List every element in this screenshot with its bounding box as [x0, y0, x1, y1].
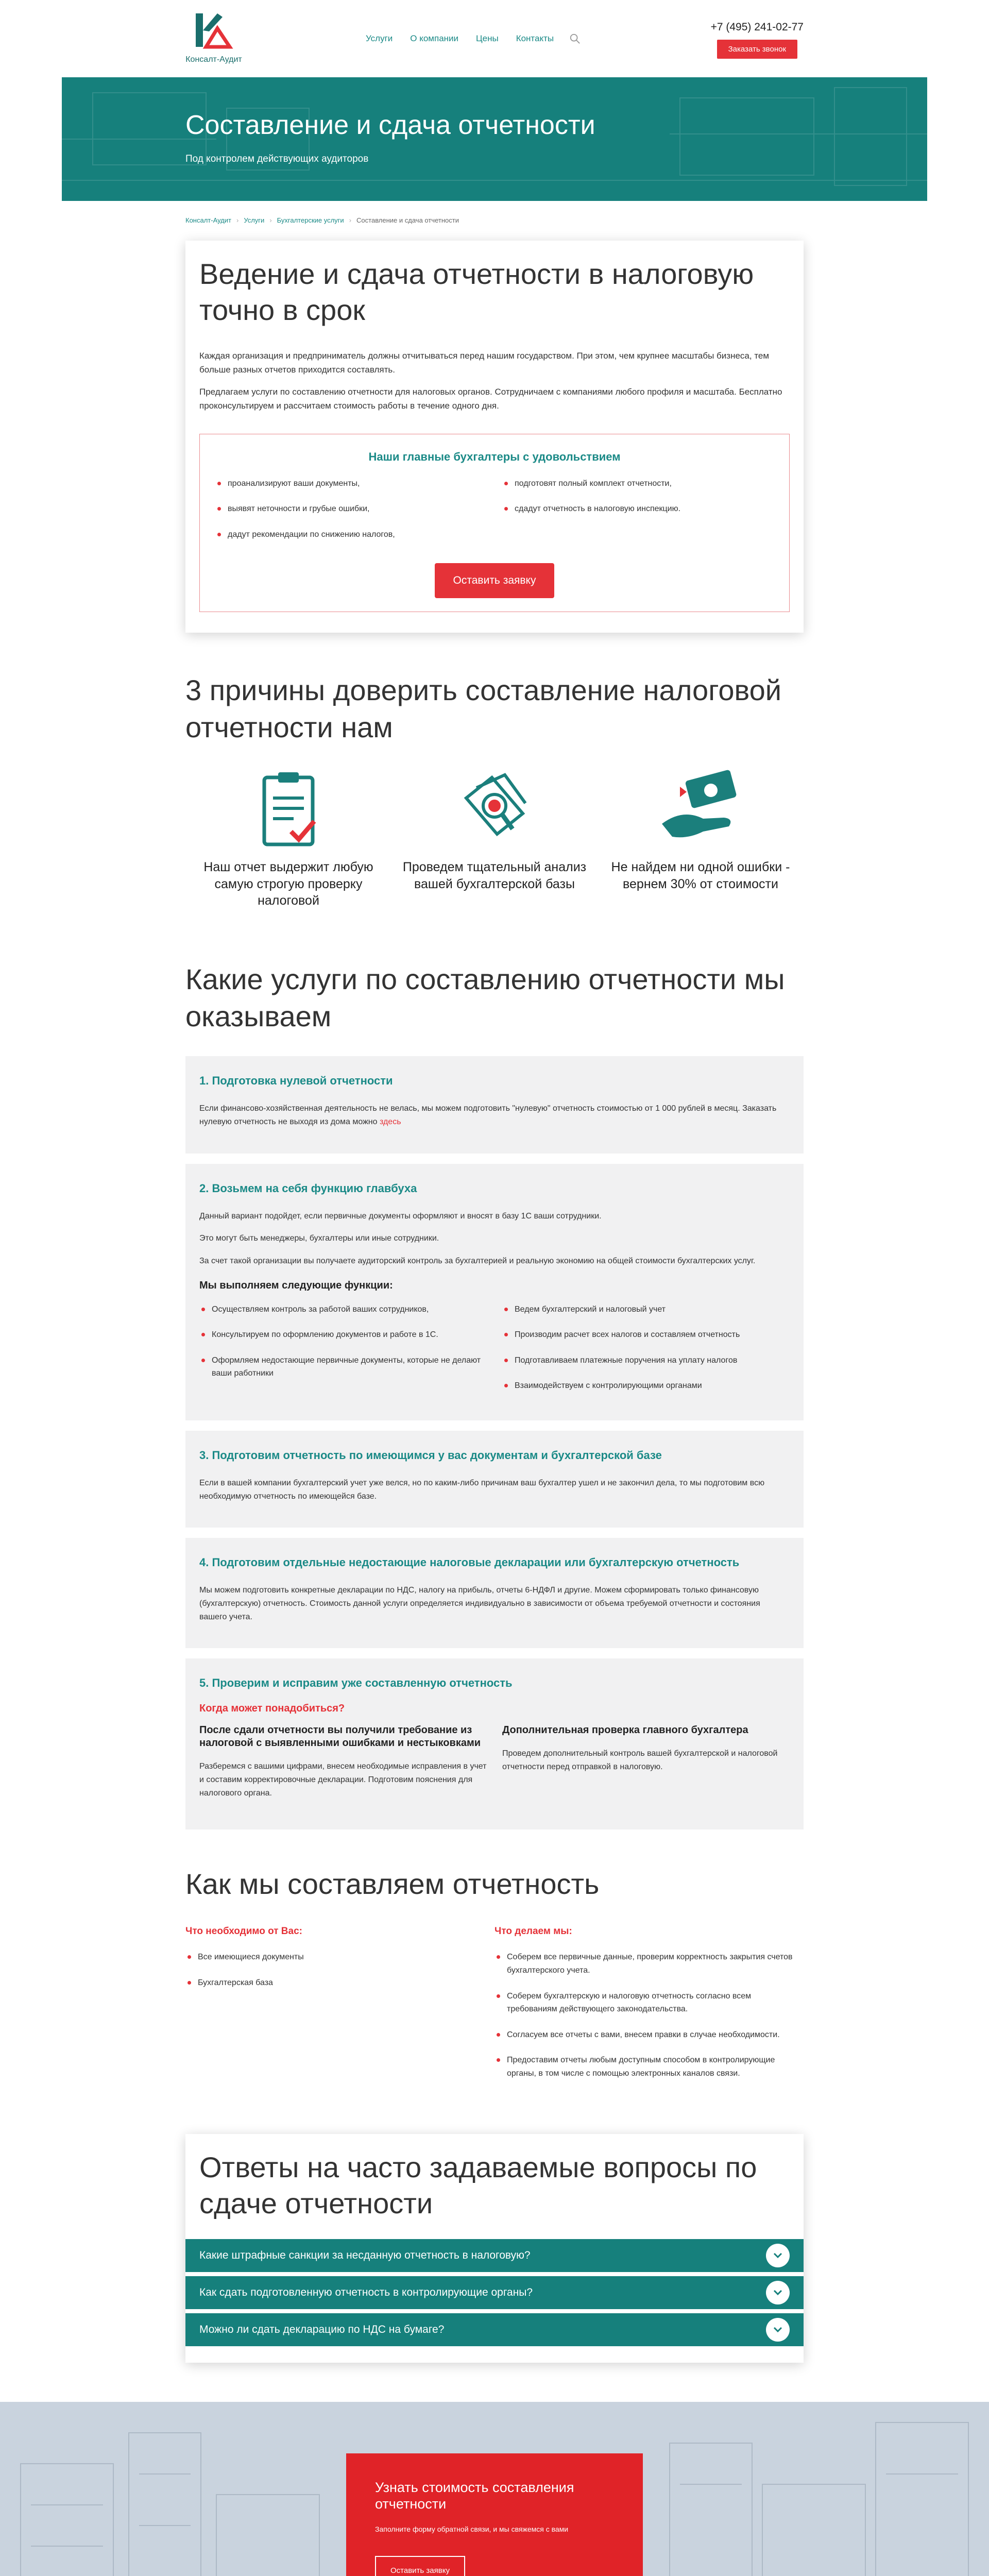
reason-item: [598, 767, 804, 909]
header-contact: [711, 19, 804, 59]
reasons-list: [185, 767, 804, 909]
breadcrumb-item[interactable]: Консалт-Аудит: [185, 216, 231, 224]
list-item: дадут рекомендации по снижению налогов,: [215, 528, 487, 541]
service-card-1: [185, 1056, 804, 1153]
services-title: Какие услуги по составлению отчетности мы оказываем: [185, 962, 785, 1033]
service-card-3: [185, 1431, 804, 1528]
intro-title: Ведение и сдача отчетности в налоговую точно в срок: [199, 257, 754, 326]
site-header: [0, 0, 989, 77]
service-card-4: [185, 1538, 804, 1648]
faq-question: Как сдать подготовленную отчетность в контролирующие органы?: [199, 2286, 533, 2298]
reason-text: Проведем тщательный анализ вашей бухгалтерской базы: [402, 860, 587, 891]
list-item: Соберем бухгалтерскую и налоговую отчетность согласно всем требованиям действующего законодательства.: [494, 1990, 804, 2016]
faq-question: Какие штрафные санкции за несданную отчетность в налоговую?: [199, 2249, 531, 2261]
case-title: Дополнительная проверка главного бухгалтера: [502, 1724, 748, 1736]
need-title: Что необходимо от Вас:: [185, 1926, 302, 1937]
reason-item: [185, 767, 391, 909]
do-title: Что делаем мы:: [494, 1926, 572, 1937]
service-text: За счет такой организации вы получаете аудиторский контроль за бухгалтерией и реальную экономию на общей стоимости бухгалтерских услуг.: [199, 1256, 756, 1265]
list-item: Осуществляем контроль за работой ваших сотрудников,: [199, 1303, 487, 1316]
service-title: 2. Возьмем на себя функцию главбуха: [199, 1181, 417, 1195]
how-columns: [185, 1924, 804, 2093]
hero-banner: [62, 77, 927, 201]
intro-paragraph: Каждая организация и предприниматель должны отчитываться перед нашим государством. При этом, чем крупнее масштабы бизнеса, тем больше разных отчетов приходится составлять.: [199, 350, 770, 375]
faq-card: [185, 2134, 804, 2363]
search-icon[interactable]: [569, 33, 581, 44]
reason-text: Не найдем ни одной ошибки - вернем 30% от стоимости: [611, 860, 790, 891]
list-item: Консультируем по оформлению документов и работе в 1С.: [199, 1328, 487, 1342]
list-item: Взаимодействуем с контролирующими органами: [502, 1379, 790, 1393]
nav-item-services[interactable]: Услуги: [366, 33, 393, 44]
list-item: Подготавливаем платежные поручения на уплату налогов: [502, 1354, 790, 1367]
service-text: Если финансово-хозяйственная деятельность не велась, мы можем подготовить "нулевую" отчетность стоимостью от 1 000 рублей в месяц. Заказать нулевую отчетность не выходя из дома можно здесь: [199, 1104, 777, 1126]
accountants-box: [199, 434, 790, 612]
list-item: Соберем все первичные данные, проверим корректность закрытия счетов бухгалтерского учета.: [494, 1951, 804, 1977]
case-text: Разберемся с вашими цифрами, внесем необходимые исправления в учет и составим корректировочные декларации. Подготовим пояснения для налогового органа.: [199, 1762, 487, 1798]
cta-box: [346, 2453, 643, 2576]
list-item: Согласуем все отчеты с вами, внесем правки в случае необходимости.: [494, 2028, 804, 2042]
how-title: Как мы составляем отчетность: [185, 1868, 600, 1901]
breadcrumb-current: Составление и сдача отчетности: [356, 216, 459, 224]
list-item: проанализируют ваши документы,: [215, 477, 487, 490]
when-needed-label: Когда может понадобиться?: [199, 1703, 345, 1715]
page-subtitle: Под контролем действующих аудиторов: [185, 154, 369, 165]
cta-request-button[interactable]: Оставить заявку: [375, 2556, 465, 2576]
magnifier-documents-icon: [456, 767, 533, 850]
service-title: 5. Проверим и исправим уже составленную отчетность: [199, 1676, 513, 1690]
cta-section: [0, 2402, 989, 2576]
faq-question: Можно ли сдать декларацию по НДС на бумаге?: [199, 2323, 445, 2335]
list-item: Предоставим отчеты любым доступным способом в контролирующие органы, в том числе с помощью электронных каналов связи.: [494, 2054, 804, 2080]
reasons-title: 3 причины доверить составление налоговой отчетности нам: [185, 673, 782, 744]
case-text: Проведем дополнительный контроль вашей бухгалтерской и налоговой отчетности перед отправкой в налоговую.: [502, 1749, 778, 1772]
list-item: Все имеющиеся документы: [185, 1951, 494, 1964]
service-card-2: [185, 1164, 804, 1420]
main-nav: [366, 31, 554, 45]
chevron-down-icon[interactable]: [766, 2318, 790, 2342]
nav-item-contacts[interactable]: Контакты: [516, 33, 554, 44]
breadcrumb: Консалт-Аудит › Услуги › Бухгалтерские услуги › Составление и сдача отчетности: [185, 215, 804, 226]
service-title: 1. Подготовка нулевой отчетности: [199, 1074, 393, 1088]
faq-list: [185, 2239, 804, 2346]
checklist-clipboard-icon: [250, 767, 327, 850]
logo[interactable]: [185, 10, 242, 67]
zero-report-link[interactable]: здесь: [379, 1117, 401, 1126]
page-title: Составление и сдача отчетности: [185, 110, 595, 140]
reason-text: Наш отчет выдержит любую самую строгую проверку налоговой: [203, 860, 373, 908]
cta-title: Узнать стоимость составления отчетности: [375, 2479, 574, 2512]
list-item: подготовят полный комплект отчетности,: [502, 477, 774, 490]
reason-item: [391, 767, 598, 909]
call-request-button[interactable]: Заказать звонок: [717, 40, 797, 59]
intro-card: [185, 241, 804, 633]
logo-text: Консалт-Аудит: [185, 55, 242, 64]
service-text: Данный вариант подойдет, если первичные документы оформляют и вносят в базу 1С ваши сотрудники.: [199, 1211, 602, 1221]
header-phone[interactable]: +7 (495) 241-02-77: [710, 21, 804, 33]
case-title: После сдали отчетности вы получили требование из налоговой с выявленными ошибками и нестыковками: [199, 1724, 481, 1749]
list-item: выявят неточности и грубые ошибки,: [215, 502, 487, 516]
service-text: Если в вашей компании бухгалтерский учет уже велся, но по каким-либо причинам ваш бухгалтер ушел и не закончил дела, то мы подготовим всю необходимую отчетность по имеющейся базе.: [199, 1479, 765, 1501]
accountants-box-title: Наши главные бухгалтеры с удовольствием: [368, 450, 621, 463]
service-card-5: [185, 1658, 804, 1829]
service-subtitle: Мы выполняем следующие функции:: [199, 1279, 393, 1291]
service-title: 3. Подготовим отчетность по имеющимся у вас документам и бухгалтерской базе: [199, 1448, 662, 1462]
cta-text: Заполните форму обратной связи, и мы свяжемся с вами: [375, 2525, 569, 2534]
faq-item[interactable]: [185, 2313, 804, 2346]
list-item: Ведем бухгалтерский и налоговый учет: [502, 1303, 790, 1316]
list-item: Производим расчет всех налогов и составляем отчетность: [502, 1328, 790, 1342]
list-item: Бухгалтерская база: [185, 1976, 494, 1990]
faq-title: Ответы на часто задаваемые вопросы по сдаче отчетности: [199, 2150, 757, 2219]
faq-item[interactable]: [185, 2239, 804, 2272]
leave-request-button[interactable]: Оставить заявку: [435, 563, 555, 598]
chevron-down-icon[interactable]: [766, 2281, 790, 2304]
breadcrumb-item[interactable]: Бухгалтерские услуги: [277, 216, 344, 224]
intro-paragraph: Предлагаем услуги по составлению отчетности для налоговых органов. Сотрудничаем с компаниями любого профиля и масштаба. Бесплатно проконсультируем и рассчитаем стоимость работы в течение одного дня.: [199, 387, 782, 411]
nav-item-about[interactable]: О компании: [410, 33, 459, 44]
faq-item[interactable]: [185, 2276, 804, 2309]
service-text: Мы можем подготовить конкретные декларации по НДС, налогу на прибыль, отчеты 6-НДФЛ и другие. Можем сформировать только финансовую (бухгалтерскую) отчетность. Стоимость данной услуги определяется индивидуально в зависимости от объема требуемой отчетности и состояния вашего учета.: [199, 1586, 760, 1621]
list-item: сдадут отчетность в налоговую инспекцию.: [502, 502, 774, 516]
service-title: 4. Подготовим отдельные недостающие налоговые декларации или бухгалтерскую отчетность: [199, 1556, 740, 1569]
service-text: Это могут быть менеджеры, бухгалтеры или иные сотрудники.: [199, 1234, 439, 1243]
money-hand-icon: [657, 767, 744, 850]
nav-item-prices[interactable]: Цены: [476, 33, 499, 44]
logo-mark-icon: [191, 11, 237, 52]
list-item: Оформляем недостающие первичные документы, которые не делают ваши работники: [199, 1354, 487, 1380]
chevron-down-icon[interactable]: [766, 2244, 790, 2267]
breadcrumb-item[interactable]: Услуги: [244, 216, 265, 224]
